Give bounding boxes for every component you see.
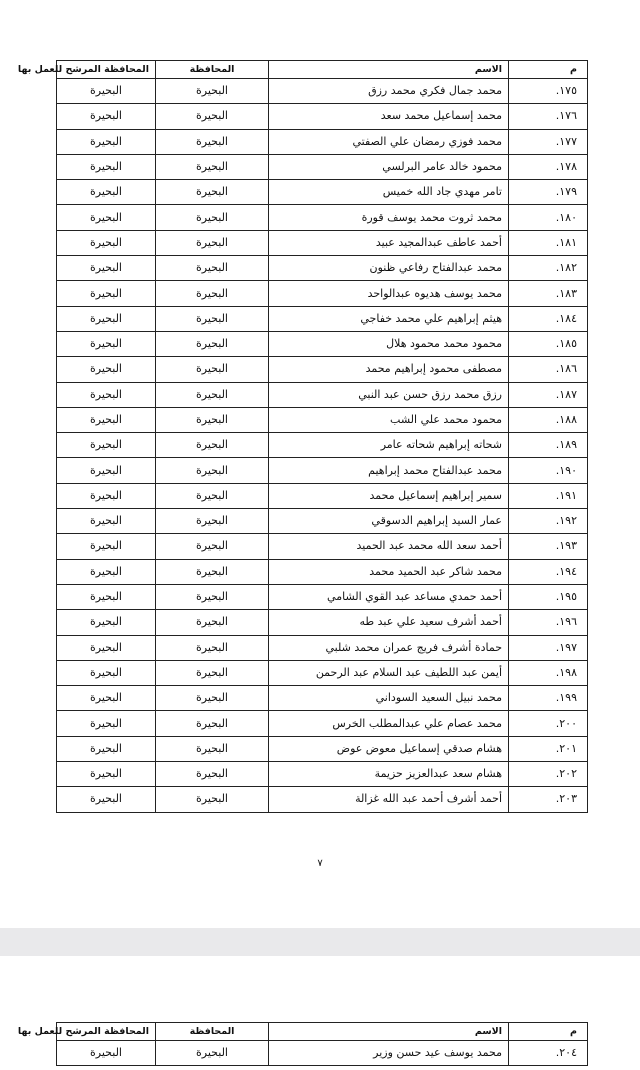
row-governorate: البحيرة [156,559,269,584]
row-number: ١٨٣. [509,281,588,306]
row-governorate: البحيرة [156,407,269,432]
table-row [57,660,588,685]
table-row [57,382,588,407]
table-row [57,711,588,736]
row-governorate: البحيرة [156,230,269,255]
row-candidate-governorate: البحيرة [57,256,156,281]
header-number: م [509,1023,588,1041]
table-row [57,610,588,635]
row-candidate-governorate: البحيرة [57,660,156,685]
row-governorate: البحيرة [156,458,269,483]
row-number: ١٨٢. [509,256,588,281]
row-number: ١٨٨. [509,407,588,432]
row-number: ١٨٥. [509,331,588,356]
row-name: مصطفى محمود إبراهيم محمد [269,357,509,382]
row-number: ١٧٩. [509,180,588,205]
row-number: ١٩٠. [509,458,588,483]
table-row [57,559,588,584]
row-name: حمادة أشرف فريج عمران محمد شلبي [269,635,509,660]
row-name: أحمد أشرف سعيد علي عبد طه [269,610,509,635]
row-governorate: البحيرة [156,180,269,205]
row-candidate-governorate: البحيرة [57,230,156,255]
row-number: ١٩٤. [509,559,588,584]
row-candidate-governorate: البحيرة [57,205,156,230]
row-name: محمد نبيل السعيد السوداني [269,686,509,711]
table-row [57,407,588,432]
row-number: ١٧٦. [509,104,588,129]
table-row [57,584,588,609]
row-candidate-governorate: البحيرة [57,331,156,356]
row-candidate-governorate: البحيرة [57,762,156,787]
row-governorate: البحيرة [156,129,269,154]
header-number: م [509,61,588,79]
row-candidate-governorate: البحيرة [57,306,156,331]
table-header-row [57,1023,588,1041]
row-candidate-governorate: البحيرة [57,104,156,129]
table-row [57,509,588,534]
row-governorate: البحيرة [156,331,269,356]
row-name: محمد عبدالفتاح رفاعي ظنون [269,256,509,281]
row-number: ١٩٣. [509,534,588,559]
row-number: ١٨٩. [509,433,588,458]
row-name: محمد فوزي رمضان علي الصفتي [269,129,509,154]
row-name: محمود محمد محمود هلال [269,331,509,356]
row-name: أيمن عبد اللطيف عبد السلام عبد الرحمن [269,660,509,685]
row-governorate: البحيرة [156,762,269,787]
row-governorate: البحيرة [156,610,269,635]
row-candidate-governorate: البحيرة [57,79,156,104]
table-row [57,458,588,483]
row-number: ١٩١. [509,483,588,508]
row-candidate-governorate: البحيرة [57,610,156,635]
table-row [57,281,588,306]
row-governorate: البحيرة [156,104,269,129]
row-number: ١٧٧. [509,129,588,154]
row-governorate: البحيرة [156,534,269,559]
row-governorate: البحيرة [156,433,269,458]
row-number: ١٩٨. [509,660,588,685]
row-name: أحمد سعد الله محمد عبد الحميد [269,534,509,559]
table-row [57,433,588,458]
row-governorate: البحيرة [156,154,269,179]
candidates-table-continued [17,1022,588,1066]
row-candidate-governorate: البحيرة [57,129,156,154]
table-row [57,104,588,129]
table-row [57,230,588,255]
table-row [57,331,588,356]
row-governorate: البحيرة [156,382,269,407]
table-row [57,635,588,660]
header-candidate-governorate: المحافظة المرشح للعمل بها [57,1023,156,1041]
row-governorate: البحيرة [156,509,269,534]
row-governorate: البحيرة [156,711,269,736]
row-governorate: البحيرة [156,635,269,660]
row-name: محمد عبدالفتاح محمد إبراهيم [269,458,509,483]
table-row [57,762,588,787]
row-governorate: البحيرة [156,787,269,812]
document-page-8 [0,956,640,1070]
row-number: ٢٠٢. [509,762,588,787]
row-governorate: البحيرة [156,584,269,609]
table-row [57,534,588,559]
row-name: محمد إسماعيل محمد سعد [269,104,509,129]
row-number: ١٩٦. [509,610,588,635]
header-governorate: المحافظة [156,61,269,79]
row-candidate-governorate: البحيرة [57,686,156,711]
row-name: شحاته إبراهيم شحاته عامر [269,433,509,458]
row-name: هشام صدقي إسماعيل معوض عوض [269,736,509,761]
row-number: ٢٠٣. [509,787,588,812]
row-number: ١٩٧. [509,635,588,660]
table-row [57,1041,588,1066]
row-governorate: البحيرة [156,1041,269,1066]
row-candidate-governorate: البحيرة [57,180,156,205]
row-candidate-governorate: البحيرة [57,382,156,407]
row-name: عمار السيد إبراهيم الدسوقي [269,509,509,534]
row-candidate-governorate: البحيرة [57,736,156,761]
row-number: ١٧٨. [509,154,588,179]
row-governorate: البحيرة [156,256,269,281]
candidates-table [17,60,588,813]
row-name: محمد شاكر عبد الحميد محمد [269,559,509,584]
row-candidate-governorate: البحيرة [57,509,156,534]
row-governorate: البحيرة [156,660,269,685]
table-header-row [57,61,588,79]
row-name: محمود محمد علي الشب [269,407,509,432]
row-governorate: البحيرة [156,357,269,382]
row-governorate: البحيرة [156,79,269,104]
header-name: الاسم [269,61,509,79]
row-number: ١٩٩. [509,686,588,711]
row-number: ١٨٠. [509,205,588,230]
table-row [57,154,588,179]
table-row [57,483,588,508]
row-candidate-governorate: البحيرة [57,281,156,306]
row-name: رزق محمد رزق حسن عبد النبي [269,382,509,407]
row-number: ١٧٥. [509,79,588,104]
row-name: أحمد عاطف عبدالمجيد عبيد [269,230,509,255]
row-governorate: البحيرة [156,205,269,230]
row-governorate: البحيرة [156,281,269,306]
row-candidate-governorate: البحيرة [57,584,156,609]
row-name: هشام سعد عبدالعزيز حزيمة [269,762,509,787]
row-name: محمد عصام علي عبدالمطلب الخرس [269,711,509,736]
row-candidate-governorate: البحيرة [57,534,156,559]
table-row [57,306,588,331]
page-number: ٧ [317,858,323,869]
row-name: أحمد حمدي مساعد عبد القوي الشامي [269,584,509,609]
table-row [57,357,588,382]
table-row [57,129,588,154]
row-candidate-governorate: البحيرة [57,559,156,584]
row-number: ٢٠٠. [509,711,588,736]
header-governorate: المحافظة [156,1023,269,1041]
row-number: ١٨٦. [509,357,588,382]
row-number: ٢٠٤. [509,1041,588,1066]
row-name: تامر مهدي جاد الله خميس [269,180,509,205]
row-name: محمد جمال فكري محمد رزق [269,79,509,104]
table-row [57,205,588,230]
row-governorate: البحيرة [156,686,269,711]
row-number: ١٨٤. [509,306,588,331]
header-candidate-governorate: المحافظة المرشح للعمل بها [57,61,156,79]
row-number: ٢٠١. [509,736,588,761]
row-name: محمد يوسف عيد حسن وزير [269,1041,509,1066]
header-name: الاسم [269,1023,509,1041]
row-governorate: البحيرة [156,306,269,331]
row-candidate-governorate: البحيرة [57,433,156,458]
row-candidate-governorate: البحيرة [57,458,156,483]
row-candidate-governorate: البحيرة [57,635,156,660]
row-candidate-governorate: البحيرة [57,787,156,812]
row-name: محمد يوسف هديوه عبدالواحد [269,281,509,306]
table-row [57,787,588,812]
row-number: ١٩٢. [509,509,588,534]
table-row [57,180,588,205]
row-candidate-governorate: البحيرة [57,154,156,179]
row-candidate-governorate: البحيرة [57,483,156,508]
table-row [57,686,588,711]
row-candidate-governorate: البحيرة [57,357,156,382]
row-candidate-governorate: البحيرة [57,407,156,432]
row-name: أحمد أشرف أحمد عبد الله غزالة [269,787,509,812]
row-number: ١٨١. [509,230,588,255]
row-name: سمير إبراهيم إسماعيل محمد [269,483,509,508]
row-candidate-governorate: البحيرة [57,711,156,736]
row-name: محمود خالد عامر البرلسي [269,154,509,179]
row-name: هيثم إبراهيم علي محمد خفاجي [269,306,509,331]
row-number: ١٨٧. [509,382,588,407]
row-name: محمد ثروت محمد يوسف قورة [269,205,509,230]
table-row [57,256,588,281]
table-row [57,79,588,104]
table-row [57,736,588,761]
row-governorate: البحيرة [156,736,269,761]
row-number: ١٩٥. [509,584,588,609]
row-candidate-governorate: البحيرة [57,1041,156,1066]
row-governorate: البحيرة [156,483,269,508]
